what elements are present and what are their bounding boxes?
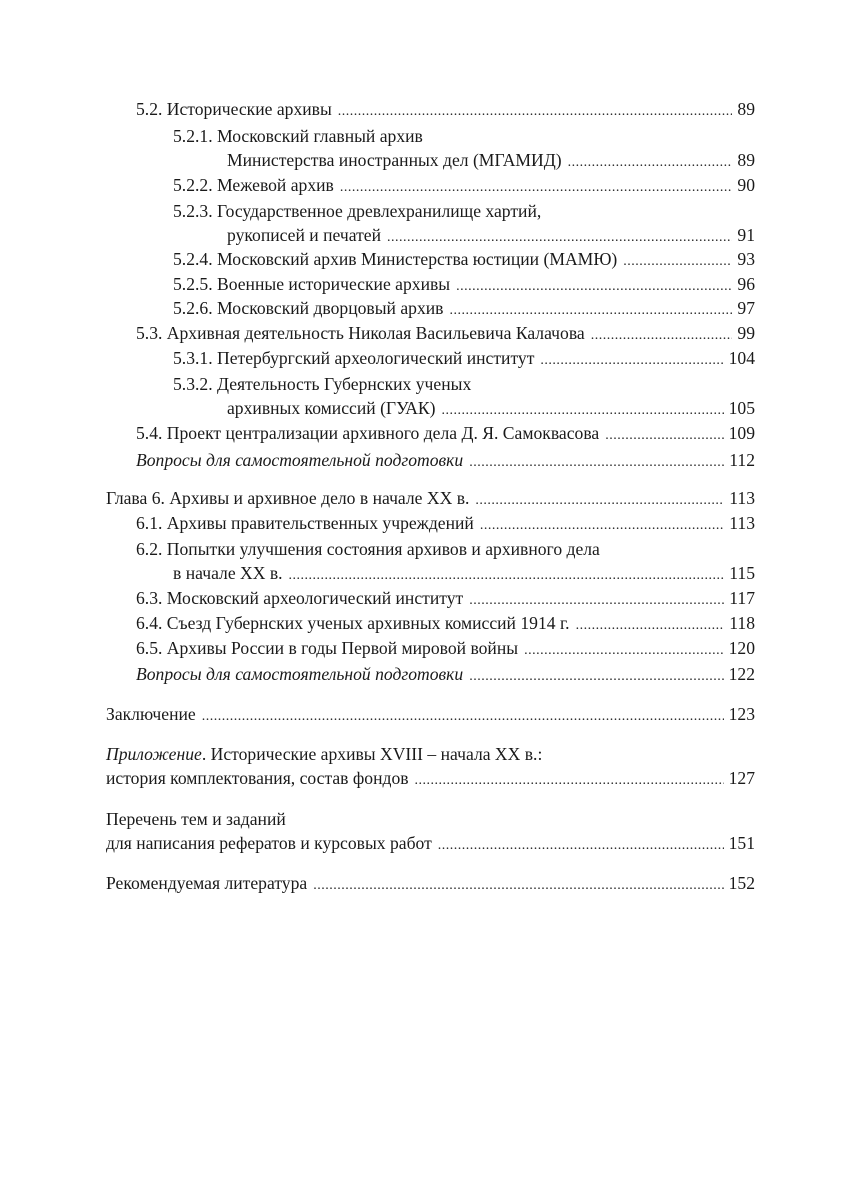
toc-page-number: 90 — [737, 175, 755, 195]
toc-entry-5-2-2 — [173, 173, 755, 197]
toc-leader-dots — [524, 639, 724, 663]
toc-page-number: 113 — [729, 513, 755, 533]
toc-entry-5-3-1 — [173, 346, 755, 370]
toc-page-number: 89 — [737, 150, 755, 170]
toc-entry-5-3-2-line1 — [173, 372, 471, 396]
toc-entry-6-2-line1 — [136, 537, 600, 561]
toc-entry-6-1 — [136, 511, 755, 535]
toc-entry-title: история комплектования, состав фондов — [106, 768, 409, 788]
toc-entry-title: 5.2. Исторические архивы — [136, 99, 332, 119]
toc-leader-dots — [340, 176, 733, 200]
toc-page-number: 91 — [737, 225, 755, 245]
toc-page-number: 123 — [728, 704, 755, 724]
toc-page-number: 112 — [729, 450, 755, 470]
toc-entry-5-2-4 — [173, 247, 755, 271]
toc-page-number: 127 — [728, 768, 755, 788]
toc-page-number: 117 — [729, 588, 755, 608]
toc-leader-dots — [469, 589, 724, 613]
toc-entry-5-2-1 — [227, 148, 755, 172]
toc-entry-5-2-3-line1 — [173, 199, 541, 223]
toc-page-number: 113 — [729, 488, 755, 508]
toc-entry-title: Вопросы для самостоятельной подготовки — [136, 450, 464, 470]
toc-entry-title: 5.3.2. Деятельность Губернских ученых — [173, 374, 472, 394]
toc-leader-dots — [568, 151, 733, 175]
toc-entry-literature — [106, 871, 755, 895]
toc-entry-questions-ch6 — [136, 662, 755, 686]
toc-entry-title: Глава 6. Архивы и архивное дело в начале XX в. — [106, 488, 470, 508]
toc-leader-dots — [591, 324, 733, 348]
toc-entry-6-4 — [136, 611, 755, 635]
toc-leader-dots — [313, 874, 723, 898]
toc-entry-title: в начале XX в. — [173, 563, 283, 583]
toc-entry-5-3-2 — [227, 396, 755, 420]
toc-leader-dots — [469, 665, 723, 689]
toc-page-number: 105 — [728, 398, 755, 418]
toc-leader-dots — [475, 489, 724, 513]
toc-entry-chapter-6 — [106, 486, 755, 510]
toc-entry-5-2-5 — [173, 272, 755, 296]
toc-entry-6-5 — [136, 636, 755, 660]
toc-entry-title: 5.2.1. Московский главный архив — [173, 126, 423, 146]
toc-leader-dots — [202, 705, 724, 729]
toc-leader-dots — [438, 834, 724, 858]
toc-entry-title: 6.5. Архивы России в годы Первой мировой войны — [136, 638, 519, 658]
toc-entry-title: 5.3. Архивная деятельность Николая Васильевича Калачова — [136, 323, 585, 343]
toc-entry-title: 6.1. Архивы правительственных учреждений — [136, 513, 474, 533]
toc-page-number: 122 — [728, 664, 755, 684]
toc-entry-5-4 — [136, 421, 755, 445]
toc-leader-dots — [540, 349, 723, 373]
toc-entry-conclusion — [106, 702, 755, 726]
toc-entry-topics — [106, 831, 755, 855]
toc-leader-dots — [469, 451, 724, 475]
toc-leader-dots — [450, 299, 733, 323]
toc-entry-5-2-6 — [173, 296, 755, 320]
toc-entry-appendix — [106, 766, 755, 790]
toc-page-number: 104 — [728, 348, 755, 368]
toc-leader-dots — [623, 250, 732, 274]
toc-entry-title: для написания рефератов и курсовых работ — [106, 833, 432, 853]
toc-entry-title: рукописей и печатей — [227, 225, 382, 245]
toc-entry-title: архивных комиссий (ГУАК) — [227, 398, 436, 418]
toc-leader-dots — [605, 424, 723, 448]
toc-entry-title: Перечень тем и заданий — [106, 809, 286, 829]
toc-leader-dots — [338, 100, 733, 124]
toc-entry-title: Заключение — [106, 704, 196, 724]
toc-page-number: 120 — [728, 638, 755, 658]
toc-entry-topics-line1 — [106, 807, 286, 831]
toc-entry-title: Рекомендуемая литература — [106, 873, 308, 893]
toc-leader-dots — [480, 514, 724, 538]
toc-entry-title: 6.3. Московский археологический институт — [136, 588, 464, 608]
toc-page-number: 115 — [729, 563, 755, 583]
toc-entry-5-2-3 — [227, 223, 755, 247]
toc-entry-title: 6.4. Съезд Губернских ученых архивных комиссий 1914 г. — [136, 613, 570, 633]
toc-leader-dots — [576, 614, 725, 638]
toc-entry-appendix-line1 — [106, 742, 542, 766]
toc-entry-title: 5.2.6. Московский дворцовый архив — [173, 298, 444, 318]
toc-entry-5-2-1-line1 — [173, 124, 423, 148]
toc-page-number: 99 — [737, 323, 755, 343]
toc-entry-title: 5.4. Проект централизации архивного дела Д. Я. Самоквасова — [136, 423, 600, 443]
toc-page-number: 109 — [728, 423, 755, 443]
toc-entry-title: 5.3.1. Петербургский археологический институт — [173, 348, 535, 368]
toc-entry-questions-ch5 — [136, 448, 755, 472]
toc-entry-title: 5.2.3. Государственное древлехранилище хартий, — [173, 201, 542, 221]
toc-leader-dots — [415, 769, 724, 793]
toc-entry-title: 5.2.5. Военные исторические архивы — [173, 274, 451, 294]
toc-page-number: 97 — [737, 298, 755, 318]
toc-page-number: 96 — [737, 274, 755, 294]
toc-entry-6-3 — [136, 586, 755, 610]
toc-entry-6-2 — [173, 561, 755, 585]
toc-entry-5-3 — [136, 321, 755, 345]
toc-entry-title: . Исторические архивы XVIII – начала XX в.: — [201, 744, 543, 764]
toc-page-number: 93 — [737, 249, 755, 269]
toc-entry-title: 5.2.4. Московский архив Министерства юстиции (МАМЮ) — [173, 249, 618, 269]
toc-page-number: 118 — [729, 613, 755, 633]
toc-entry-title: 5.2.2. Межевой архив — [173, 175, 334, 195]
toc-leader-dots — [442, 399, 724, 423]
toc-entry-title-italic: Приложение — [106, 744, 202, 764]
toc-page-number: 89 — [737, 99, 755, 119]
toc-page-number: 152 — [728, 873, 755, 893]
toc-leader-dots — [289, 564, 725, 588]
toc-entry-5-2 — [136, 97, 755, 121]
toc-page-number: 151 — [728, 833, 755, 853]
toc-entry-title: Вопросы для самостоятельной подготовки — [136, 664, 464, 684]
toc-entry-title: Министерства иностранных дел (МГАМИД) — [227, 150, 562, 170]
toc-entry-title: 6.2. Попытки улучшения состояния архивов и архивного дела — [136, 539, 600, 559]
